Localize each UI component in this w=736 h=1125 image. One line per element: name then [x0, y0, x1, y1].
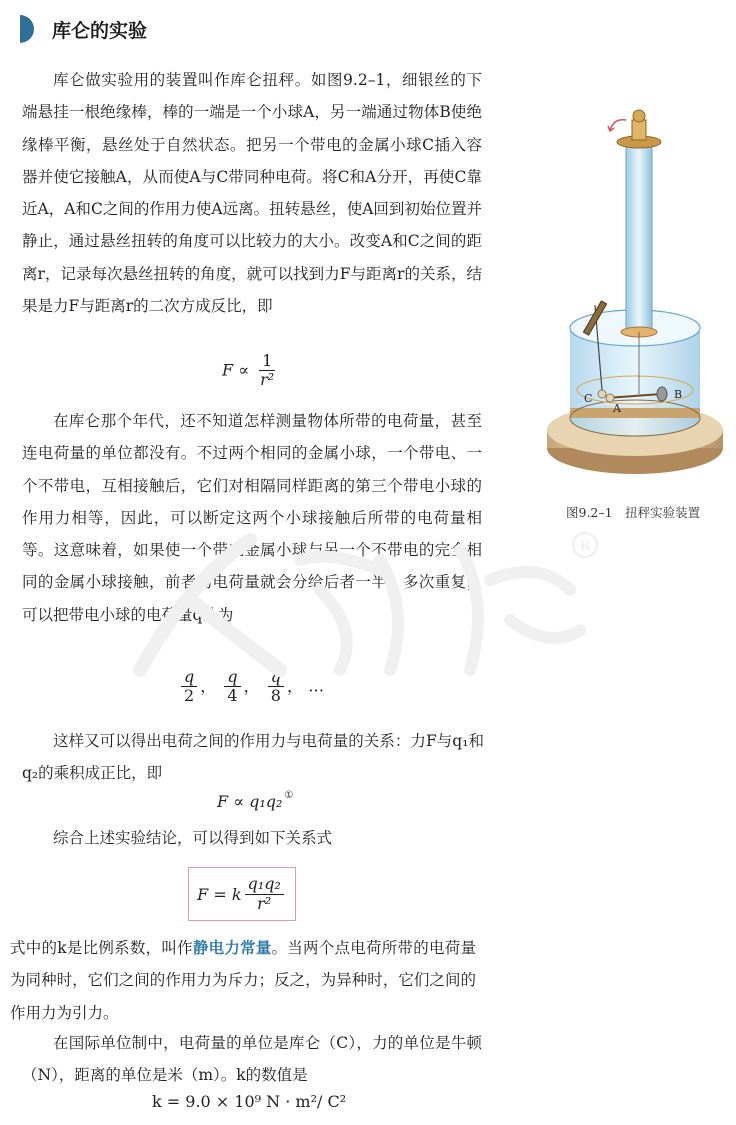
- torsion-balance-figure: [540, 100, 730, 490]
- paragraph-force-charge-relation: 这样又可以得出电荷之间的作用力与电荷量的关系：力F与q₁和q₂的乘积成正比，即: [22, 732, 484, 783]
- paragraph-constant-definition: 式中的k是比例系数，叫作静电力常量。当两个点电荷所带的电荷量为同种时，它们之间的作用力为斥力；反之，为异种时，它们之间的作用力为引力。: [10, 939, 476, 1022]
- svg-text:R: R: [580, 539, 590, 554]
- paragraph-charge-measurement: 在库仑那个年代，还不知道怎样测量物体所带的电荷量，甚至连电荷量的单位都没有。不过两个相同的金属小球，一个带电、一个不带电，互相接触后，它们对相隔同样距离的第三个带电小球的作用力相等，因此，可以断定这两个小球接触后所带的电荷量相等。这意味着，如果使一个带电金属小球与另一个不带电的完全相同的金属小球接触，前者的电荷量就会分给后者一半。多次重复，可以把带电小球的电荷量q分为: [22, 412, 482, 624]
- paragraph-si-units: 在国际单位制中，电荷量的单位是库仑（C），力的单位是牛顿（N），距离的单位是米（m）。k的数值是: [22, 1034, 482, 1085]
- section-heading: [20, 14, 147, 44]
- figure-caption: 图9.2–1 扭秤实验装置: [566, 505, 701, 520]
- equation-constant-value: k = 9.0 × 10⁹ N · m²/ C²: [152, 1092, 347, 1111]
- label-c: C: [584, 392, 593, 405]
- paragraph-summary: 综合上述实验结论，可以得到如下关系式: [53, 829, 333, 847]
- equation-coulomb-law-box: F = k $\frac{\text{q₁q₂}}{\text{r²}}$: [188, 867, 296, 921]
- equation-inverse-square: F ∝ $\frac{1}{\text{r²}}$: [222, 352, 280, 390]
- footnote-ref: ①: [284, 790, 294, 801]
- paragraph-torsion-balance: 库仑做实验用的装置叫作库仑扭秤。如图9.2–1，细银丝的下端悬挂一根绝缘棒，棒的一端是一个小球A，另一端通过物体B使绝缘棒平衡，悬丝处于自然状态。把另一个带电的金属小球C插入容器并使它接触A，从而使A与C带同种电荷。将C和A分开，再使C靠近A，A和C之间的作用力使A远离。扭转悬丝，使A回到初始位置并静止，通过悬丝扭转的角度可以比较力的大小。改变A和C之间的距离r，记录每次悬丝扭转的角度，就可以找到力F与距离r的关系，结果是力F与距离r的二次方成反比，即: [22, 71, 482, 316]
- equation-force-product: F ∝ q₁q₂ ①: [217, 790, 294, 811]
- equation-charge-series: $\frac{q}{2}$ ， $\frac{q}{4}$ ， $\frac{q}{8}$ ， …: [178, 668, 324, 706]
- label-a: A: [613, 402, 621, 415]
- term-electrostatic-constant: 静电力常量: [192, 939, 272, 957]
- heading-marker: [20, 15, 34, 43]
- fraction: $\frac{1}{\text{r²}}$: [260, 351, 275, 390]
- section-title: 库仑的实验: [52, 19, 148, 42]
- label-b: B: [674, 388, 683, 401]
